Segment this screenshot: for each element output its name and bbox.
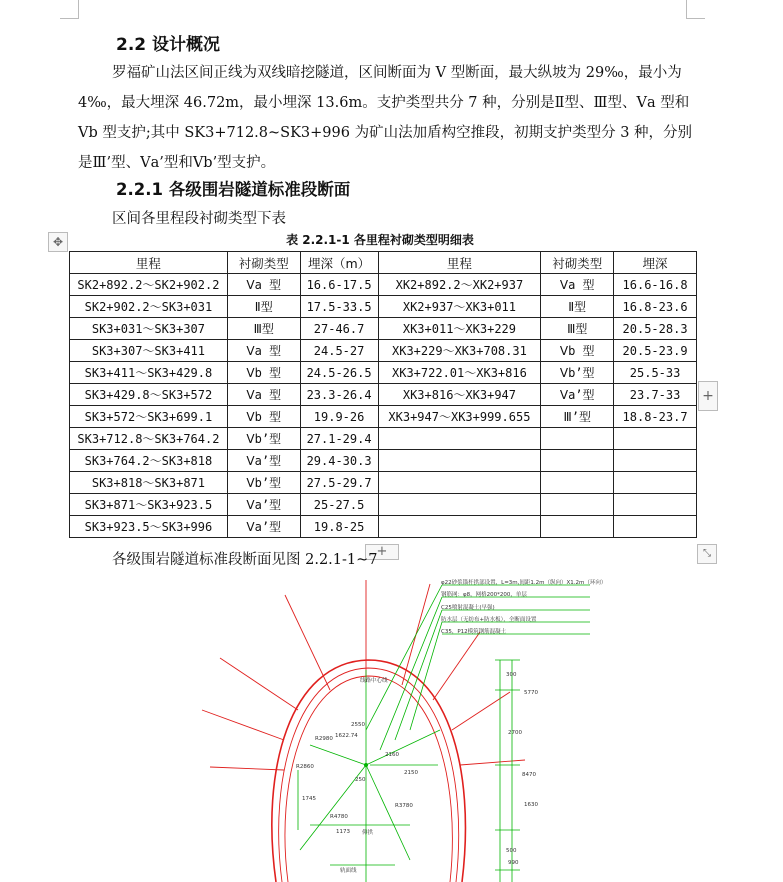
cell-lining-left: Ⅴb 型 bbox=[227, 406, 300, 428]
table-header-row bbox=[70, 252, 697, 274]
tunnel-section-drawing bbox=[180, 570, 600, 882]
cell-mileage-left: SK3+712.8～SK3+764.2 bbox=[70, 428, 228, 450]
dim-1630: 1630 bbox=[524, 802, 538, 808]
cell-depth-left: 24.5-27 bbox=[300, 340, 378, 362]
table-row bbox=[70, 428, 697, 450]
cell-depth-right: 16.6-16.8 bbox=[614, 274, 697, 296]
add-column-button[interactable]: + bbox=[698, 381, 718, 411]
cell-depth-left: 16.6-17.5 bbox=[300, 274, 378, 296]
cell-mileage-left: SK3+429.8～SK3+572 bbox=[70, 384, 228, 406]
table-caption: 表 2.2.1-1 各里程衬砌类型明细表 bbox=[286, 233, 474, 247]
note-concrete: C35，P12模筑钢筋混凝土 bbox=[441, 629, 507, 635]
header-lining-right: 衬砌类型 bbox=[541, 252, 614, 274]
table-row bbox=[70, 274, 697, 296]
lining-type-table bbox=[69, 251, 697, 538]
cell-mileage-left: SK3+923.5～SK3+996 bbox=[70, 516, 228, 538]
dim-2700: 2700 bbox=[508, 730, 522, 736]
cell-lining-right bbox=[541, 450, 614, 472]
dim-5770: 5770 bbox=[524, 690, 538, 696]
table-row bbox=[70, 318, 697, 340]
dim-r2980: R2980 bbox=[315, 736, 333, 742]
dim-990: 990 bbox=[508, 860, 519, 866]
dim-250: 250 bbox=[355, 777, 366, 783]
dim-300: 300 bbox=[506, 672, 517, 678]
cell-depth-left: 27-46.7 bbox=[300, 318, 378, 340]
dim-r3780: R3780 bbox=[395, 803, 413, 809]
cell-lining-right bbox=[541, 428, 614, 450]
table-row bbox=[70, 494, 697, 516]
cell-mileage-left: SK2+892.2～SK2+902.2 bbox=[70, 274, 228, 296]
cell-depth-left: 19.8-25 bbox=[300, 516, 378, 538]
cell-mileage-right bbox=[378, 428, 541, 450]
cell-depth-right: 20.5-28.3 bbox=[614, 318, 697, 340]
cell-depth-left: 27.1-29.4 bbox=[300, 428, 378, 450]
cell-mileage-left: SK3+572～SK3+699.1 bbox=[70, 406, 228, 428]
cell-depth-right bbox=[614, 428, 697, 450]
dim-2150: 2150 bbox=[404, 770, 418, 776]
add-row-button[interactable]: + bbox=[365, 544, 399, 560]
header-depth-right: 埋深 bbox=[614, 252, 697, 274]
cell-depth-left: 17.5-33.5 bbox=[300, 296, 378, 318]
table-row bbox=[70, 406, 697, 428]
cell-lining-left: Ⅴb’型 bbox=[227, 428, 300, 450]
cell-lining-right: Ⅱ型 bbox=[541, 296, 614, 318]
note-shotcrete: C25喷射混凝土(早强) bbox=[441, 605, 495, 611]
dim-2160: 2160 bbox=[385, 752, 399, 758]
cell-depth-left: 23.3-26.4 bbox=[300, 384, 378, 406]
cell-mileage-left: SK3+818～SK3+871 bbox=[70, 472, 228, 494]
cell-depth-left: 25-27.5 bbox=[300, 494, 378, 516]
cell-depth-right bbox=[614, 516, 697, 538]
figure-reference: 各级围岩隧道标准段断面见图 2.2.1-1~7 bbox=[112, 552, 378, 568]
note-rock-bolt: φ22砂浆锚杆拱部设置，L=3m,间距1.2m（纵向）X1.2m（环向） bbox=[441, 580, 607, 586]
cell-depth-left: 19.9-26 bbox=[300, 406, 378, 428]
table-row bbox=[70, 450, 697, 472]
cell-lining-right bbox=[541, 472, 614, 494]
cell-mileage-left: SK3+307～SK3+411 bbox=[70, 340, 228, 362]
cell-mileage-right: XK3+722.01～XK3+816 bbox=[378, 362, 541, 384]
cell-depth-right: 16.8-23.6 bbox=[614, 296, 697, 318]
cell-mileage-right: XK3+947～XK3+999.655 bbox=[378, 406, 541, 428]
cell-lining-right: Ⅲ型 bbox=[541, 318, 614, 340]
cell-depth-left: 24.5-26.5 bbox=[300, 362, 378, 384]
section-paragraph: 罗福矿山法区间正线为双线暗挖隧道，区间断面为 V 型断面，最大纵坡为 29‰，最小为 4‰，最大埋深 46.72m，最小埋深 13.6m。支护类型共分 7 种，分别是Ⅱ型、Ⅲ型、Ⅴa 型和Ⅴb 型支护;其中 SK3+712.8~SK3+996 为矿山法加盾构空推段，初期支护类型分 3 种，分别是Ⅲ’型、Ⅴa’型和Ⅴb’型支护。 bbox=[78, 65, 693, 171]
cell-mileage-right bbox=[378, 450, 541, 472]
page-corner-mark-right bbox=[686, 0, 705, 19]
cell-lining-left: Ⅲ型 bbox=[227, 318, 300, 340]
dim-500: 500 bbox=[506, 848, 517, 854]
cell-depth-right bbox=[614, 494, 697, 516]
cell-lining-left: Ⅴa’型 bbox=[227, 494, 300, 516]
cell-mileage-right bbox=[378, 472, 541, 494]
table-row bbox=[70, 340, 697, 362]
cell-mileage-left: SK3+764.2～SK3+818 bbox=[70, 450, 228, 472]
resize-icon: ⤡ bbox=[703, 548, 711, 559]
table-row bbox=[70, 472, 697, 494]
cell-depth-left: 29.4-30.3 bbox=[300, 450, 378, 472]
cell-depth-left: 27.5-29.7 bbox=[300, 472, 378, 494]
header-depth-left: 埋深（m） bbox=[300, 252, 378, 274]
cell-lining-right: Ⅴb’型 bbox=[541, 362, 614, 384]
label-track-centerline: 线路中心线 bbox=[360, 678, 388, 684]
table-row bbox=[70, 516, 697, 538]
cell-mileage-left: SK3+411～SK3+429.8 bbox=[70, 362, 228, 384]
cell-lining-right: Ⅴa 型 bbox=[541, 274, 614, 296]
cell-depth-right: 18.8-23.7 bbox=[614, 406, 697, 428]
note-mesh: 钢筋网：φ8，网格200*200，单层 bbox=[441, 592, 527, 598]
cell-mileage-right: XK2+892.2～XK2+937 bbox=[378, 274, 541, 296]
cell-lining-left: Ⅴb 型 bbox=[227, 362, 300, 384]
dim-1745: 1745 bbox=[302, 796, 316, 802]
dim-r2860: R2860 bbox=[296, 764, 314, 770]
dim-1622: 1622.74 bbox=[335, 733, 358, 739]
cell-lining-right: Ⅴa’型 bbox=[541, 384, 614, 406]
cell-mileage-right: XK3+011～XK3+229 bbox=[378, 318, 541, 340]
cell-depth-right bbox=[614, 450, 697, 472]
dim-1173: 1173 bbox=[336, 829, 350, 835]
header-mileage-left: 里程 bbox=[70, 252, 228, 274]
cell-lining-left: Ⅴa 型 bbox=[227, 274, 300, 296]
move-icon: ✥ bbox=[52, 235, 64, 249]
cell-lining-right bbox=[541, 516, 614, 538]
table-row bbox=[70, 384, 697, 406]
header-mileage-right: 里程 bbox=[378, 252, 541, 274]
cell-lining-left: Ⅴa 型 bbox=[227, 384, 300, 406]
table-move-handle[interactable] bbox=[48, 232, 68, 252]
dim-8470: 8470 bbox=[522, 772, 536, 778]
label-invert: 仰拱 bbox=[362, 830, 374, 836]
cell-depth-right: 23.7-33 bbox=[614, 384, 697, 406]
cell-mileage-left: SK3+031～SK3+307 bbox=[70, 318, 228, 340]
cell-depth-right bbox=[614, 472, 697, 494]
cell-depth-right: 25.5-33 bbox=[614, 362, 697, 384]
cell-lining-right: Ⅴb 型 bbox=[541, 340, 614, 362]
cell-lining-left: Ⅴb’型 bbox=[227, 472, 300, 494]
cell-lining-left: Ⅴa 型 bbox=[227, 340, 300, 362]
dim-2550: 2550 bbox=[351, 722, 365, 728]
table-resize-handle[interactable] bbox=[697, 544, 717, 564]
cell-mileage-right bbox=[378, 516, 541, 538]
cell-lining-right bbox=[541, 494, 614, 516]
label-rail-level: 轨面线 bbox=[340, 868, 357, 874]
subsection-heading: 2.2.1 各级围岩隧道标准段断面 bbox=[116, 180, 351, 199]
cell-mileage-right: XK3+816～XK3+947 bbox=[378, 384, 541, 406]
header-lining-left: 衬砌类型 bbox=[227, 252, 300, 274]
cell-depth-right: 20.5-23.9 bbox=[614, 340, 697, 362]
cell-mileage-right: XK2+937～XK3+011 bbox=[378, 296, 541, 318]
table-row bbox=[70, 296, 697, 318]
cell-mileage-right bbox=[378, 494, 541, 516]
table-row bbox=[70, 362, 697, 384]
note-waterproof: 防水层（无纺布+防水板），全断面设置 bbox=[441, 617, 537, 623]
cell-lining-left: Ⅴa’型 bbox=[227, 516, 300, 538]
section-heading: 2.2 设计概况 bbox=[116, 35, 221, 55]
dim-r4780: R4780 bbox=[330, 814, 348, 820]
page-corner-mark-left bbox=[60, 0, 79, 19]
table-intro: 区间各里程段衬砌类型下表 bbox=[112, 211, 286, 227]
cell-lining-left: Ⅱ型 bbox=[227, 296, 300, 318]
center-marker bbox=[364, 763, 368, 767]
cell-mileage-left: SK3+871～SK3+923.5 bbox=[70, 494, 228, 516]
cell-lining-right: Ⅲ’型 bbox=[541, 406, 614, 428]
cell-mileage-right: XK3+229～XK3+708.31 bbox=[378, 340, 541, 362]
cell-lining-left: Ⅴa’型 bbox=[227, 450, 300, 472]
cell-mileage-left: SK2+902.2～SK3+031 bbox=[70, 296, 228, 318]
